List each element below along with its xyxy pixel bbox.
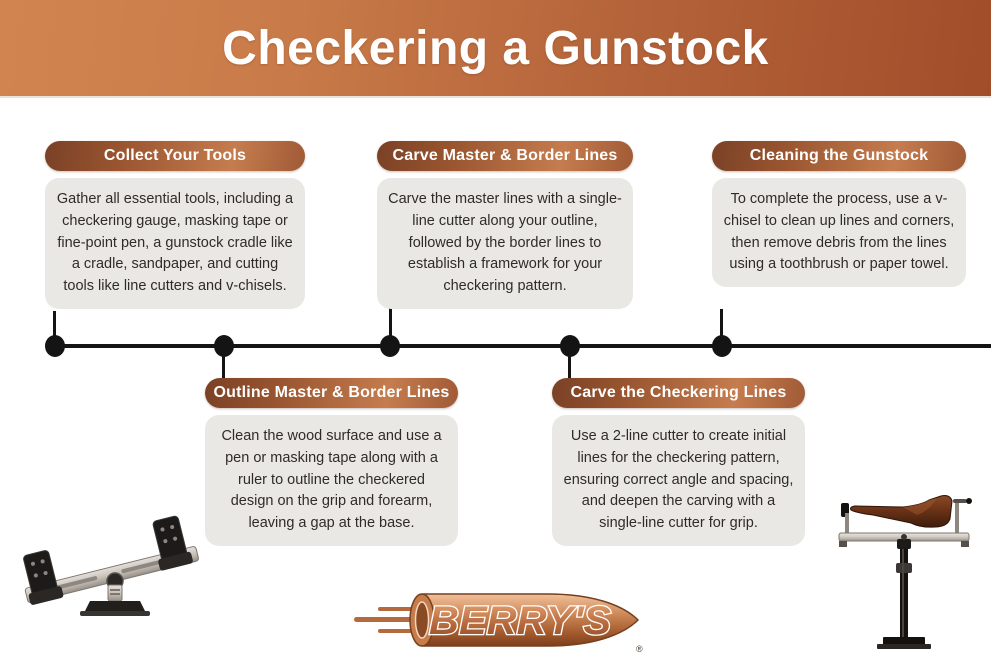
step-description-card: To complete the process, use a v-chisel to clean up lines and corners, then remove debris from the lines using a toothbrush or paper towel.: [712, 178, 966, 287]
step-outline-master-border-lines: [205, 378, 458, 546]
berrys-logo-text: BERRY'S: [429, 599, 612, 643]
berrys-logo: [352, 586, 644, 656]
checkering-stand-image: [833, 483, 975, 655]
registered-trademark-symbol: ®: [636, 644, 643, 654]
timeline-dot: [45, 335, 65, 357]
step-description-card: Clean the wood surface and use a pen or masking tape along with a ruler to outline the checkered design on the grip and forearm, leaving a gap at the base.: [205, 415, 458, 546]
step-label-pill: Outline Master & Border Lines: [205, 378, 458, 408]
step-cleaning-the-gunstock: [712, 141, 966, 287]
step-description-card: Use a 2-line cutter to create initial lines for the checkering pattern, ensuring correct angle and spacing, and deepen the carving with a single-line cutter for grip.: [552, 415, 805, 546]
step-label-pill: Carve the Checkering Lines: [552, 378, 805, 408]
step-collect-your-tools: [45, 141, 305, 309]
step-label-pill: Cleaning the Gunstock: [712, 141, 966, 171]
page-title: Checkering a Gunstock: [222, 21, 769, 75]
step-carve-the-checkering-lines: [552, 378, 805, 546]
step-carve-master-border-lines: [377, 141, 633, 309]
timeline-dot: [214, 335, 234, 357]
timeline-dot: [712, 335, 732, 357]
header-banner: [0, 0, 991, 98]
step-description-card: Gather all essential tools, including a checkering gauge, masking tape or fine-point pen, a gunstock cradle like a cradle, sandpaper, and cutting tools like line cutters and v-chisels.: [45, 178, 305, 309]
step-description-card: Carve the master lines with a single-line cutter along your outline, followed by the border lines to establish a framework for your checkering pattern.: [377, 178, 633, 309]
timeline-dot: [560, 335, 580, 357]
timeline-dot: [380, 335, 400, 357]
timeline-line: [54, 344, 991, 348]
step-label-pill: Carve Master & Border Lines: [377, 141, 633, 171]
gunstock-cradle-image: [12, 497, 212, 619]
step-label-pill: Collect Your Tools: [45, 141, 305, 171]
